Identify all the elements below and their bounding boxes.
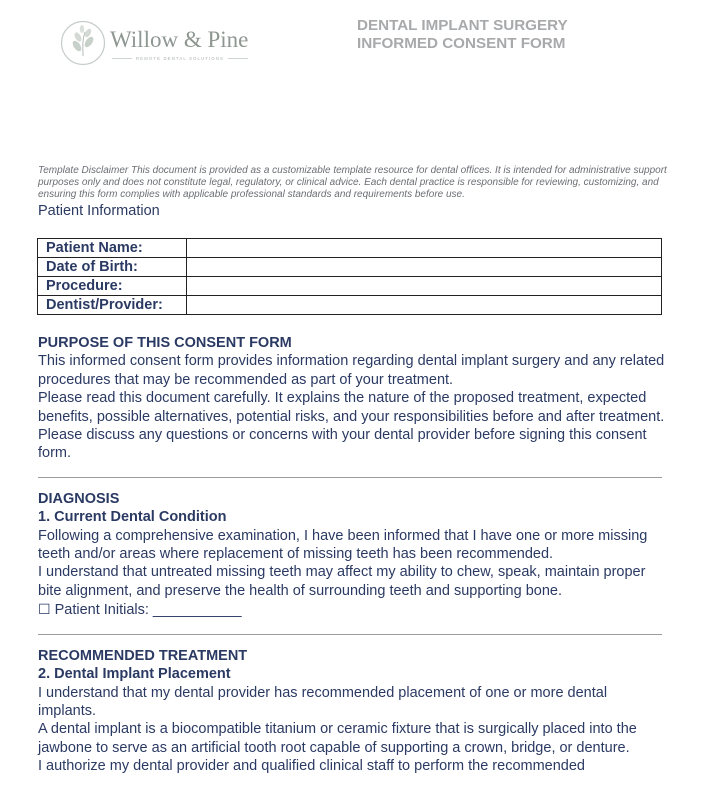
patient-name-field[interactable]	[187, 239, 662, 258]
table-row	[38, 296, 662, 315]
diagnosis-subheading: 1. Current Dental Condition	[38, 509, 227, 526]
initials-checkbox[interactable]: ☐	[38, 601, 51, 618]
form-body	[38, 334, 668, 776]
procedure-field[interactable]	[187, 277, 662, 296]
leaf-emblem-icon	[60, 20, 106, 66]
treatment-paragraph-1: I understand that my dental provider has recommended placement of one or more dental implants.	[38, 684, 608, 719]
diagnosis-section	[38, 490, 668, 620]
diagnosis-heading: DIAGNOSIS	[38, 490, 120, 507]
logo-wordmark: Willow & Pine	[110, 27, 249, 52]
purpose-section	[38, 334, 668, 463]
dentist-provider-field[interactable]	[187, 296, 662, 315]
treatment-paragraph-2: A dental implant is a biocompatible titanium or ceramic fixture that is surgically placed into the jawbone to serve as an artificial tooth root capable of supporting a crown, bridge, or denture.	[38, 721, 637, 756]
section-divider	[38, 477, 662, 478]
purpose-heading: PURPOSE OF THIS CONSENT FORM	[38, 335, 292, 351]
patient-initials-label[interactable]: Patient Initials: ___________	[50, 602, 242, 619]
form-title-line-2: INFORMED CONSENT FORM	[357, 35, 566, 52]
form-title-line-1: DENTAL IMPLANT SURGERY	[357, 17, 568, 34]
company-logo	[60, 20, 260, 68]
date-of-birth-label: Date of Birth:	[38, 258, 187, 277]
treatment-section	[38, 647, 668, 776]
purpose-paragraph-2: Please read this document carefully. It explains the nature of the proposed treatment, expected benefits, possible alternatives, potential risks, and your responsibilities before and after treatment. Please discuss any questions or concerns with your dental provider before signing this consent form.	[38, 390, 665, 462]
form-title	[357, 17, 568, 53]
diagnosis-paragraph-1: Following a comprehensive examination, I have been informed that I have one or more missing teeth and/or areas where replacement of missing teeth has been recommended.	[38, 527, 648, 563]
procedure-label: Procedure:	[38, 277, 187, 296]
diagnosis-paragraph-2: I understand that untreated missing teeth may affect my ability to chew, speak, maintain proper bite alignment, and preserve the health of surrounding teeth and supporting bone.	[38, 564, 646, 599]
patient-name-label: Patient Name:	[38, 239, 187, 258]
treatment-heading: RECOMMENDED TREATMENT	[38, 647, 248, 664]
table-row	[38, 239, 662, 258]
treatment-paragraph-3: I authorize my dental provider and qualified clinical staff to perform the recommended	[38, 758, 585, 775]
template-disclaimer: Template Disclaimer This document is provided as a customizable template resource for dental offices. It is intended for administrative support purposes only and does not constitute legal, regulatory, or clinical advice. Each dental practice is responsible for reviewing, customizing, and ensuring this form complies with applicable professional standards and requirements before use.	[38, 165, 667, 200]
date-of-birth-field[interactable]	[187, 258, 662, 277]
treatment-subheading: 2. Dental Implant Placement	[38, 666, 231, 683]
table-row	[38, 277, 662, 296]
section-divider	[38, 634, 662, 635]
patient-initials-line	[38, 600, 668, 619]
table-row	[38, 258, 662, 277]
logo-divider-left	[112, 58, 132, 59]
logo-tagline: REMOTE DENTAL SOLUTIONS	[136, 56, 225, 61]
dentist-provider-label: Dentist/Provider:	[38, 296, 187, 315]
purpose-paragraph-1: This informed consent form provides information regarding dental implant surgery and any related procedures that may be recommended as part of your treatment.	[38, 353, 665, 388]
patient-info-heading: Patient Information	[38, 203, 160, 219]
logo-divider-right	[228, 58, 248, 59]
patient-info-table	[37, 238, 662, 315]
